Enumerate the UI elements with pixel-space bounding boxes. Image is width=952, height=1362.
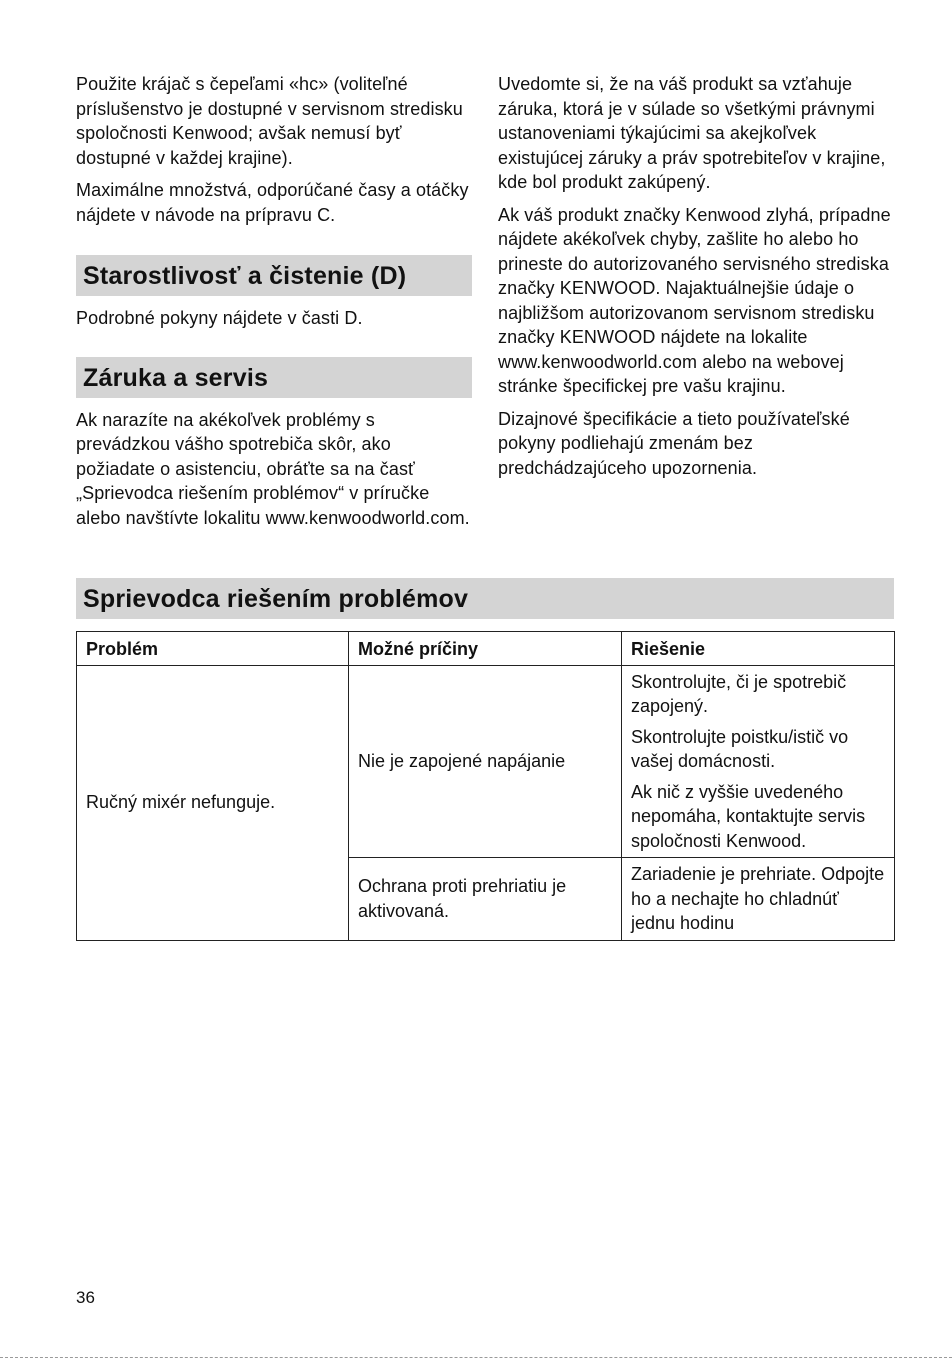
intro-paragraph-2: Maximálne množstvá, odporúčané časy a otáčky nájdete v návode na prípravu C. [76, 180, 469, 225]
solution-item: Skontrolujte poistku/istič vo vašej domácnosti. [631, 726, 849, 771]
solution-cell [622, 665, 895, 858]
care-text: Podrobné pokyny nájdete v časti D. [76, 308, 363, 328]
warranty-heading-bar [76, 357, 472, 398]
troubleshooting-section [76, 578, 894, 941]
right-column [498, 72, 898, 488]
troubleshooting-heading-bar [76, 578, 894, 619]
troubleshooting-heading: Sprievodca riešením problémov [83, 585, 469, 613]
warranty-text: Ak narazíte na akékoľvek problémy s prevádzkou vášho spotrebiča skôr, ako požiadate o asistenciu, obráťte sa na časť „Sprievodca riešením problémov“ v príručke alebo navštívte lokalitu www.kenwoodworld.com. [76, 409, 470, 528]
problem-cell: Ručný mixér nefunguje. [77, 665, 349, 940]
warranty-coverage-paragraph: Uvedomte si, že na váš produkt sa vzťahuje záruka, ktorá je v súlade so všetkými právnymi ustanoveniami týkajúcimi sa akejkoľvek existujúcej záruky a práv spotrebiteľov v krajine, kde bol produkt zakúpený. [498, 74, 886, 192]
table-header-row [77, 632, 895, 666]
solution-item: Skontrolujte, či je spotrebič zapojený. [631, 671, 847, 716]
service-center-paragraph: Ak váš produkt značky Kenwood zlyhá, prípadne nájdete akékoľvek chyby, zašlite ho alebo ho prineste do autorizovaného servisného strediska značky KENWOOD. Najaktuálnejšie údaje o najbližšom autorizovanom servisnom stredisku značky KENWOOD nájdete na lokalite www.kenwoodworld.com alebo na webovej stránke špecifickej pre vašu krajinu. [498, 204, 891, 396]
bottom-divider [0, 1357, 952, 1358]
intro-paragraph-1: Použite krájač s čepeľami «hc» (voliteľné príslušenstvo je dostupné v servisnom stredisku spoločnosti Kenwood; avšak nemusí byť dostupné v každej krajine). [76, 74, 463, 168]
table-row [77, 665, 895, 858]
header-solution: Riešenie [622, 632, 895, 666]
cause-cell: Nie je zapojené napájanie [349, 665, 622, 858]
solution-item: Zariadenie je prehriate. Odpojte ho a nechajte ho chladnúť jednu hodinu [631, 864, 885, 933]
warranty-heading: Záruka a servis [83, 363, 269, 392]
cause-cell: Ochrana proti prehriatiu je aktivovaná. [349, 858, 622, 941]
page-number: 36 [76, 1288, 95, 1307]
troubleshooting-table [76, 631, 895, 941]
specifications-paragraph: Dizajnové špecifikácie a tieto používateľské pokyny podliehajú zmenám bez predchádzajúceho upozornenia. [498, 408, 850, 478]
header-causes: Možné príčiny [349, 632, 622, 666]
solution-cell [622, 858, 895, 941]
solution-item: Ak nič z vyššie uvedeného nepomáha, kontaktujte servis spoločnosti Kenwood. [631, 781, 866, 851]
care-heading-bar [76, 255, 472, 296]
header-problem: Problém [77, 632, 349, 666]
left-column [76, 72, 472, 538]
care-heading: Starostlivosť a čistenie (D) [83, 262, 407, 290]
